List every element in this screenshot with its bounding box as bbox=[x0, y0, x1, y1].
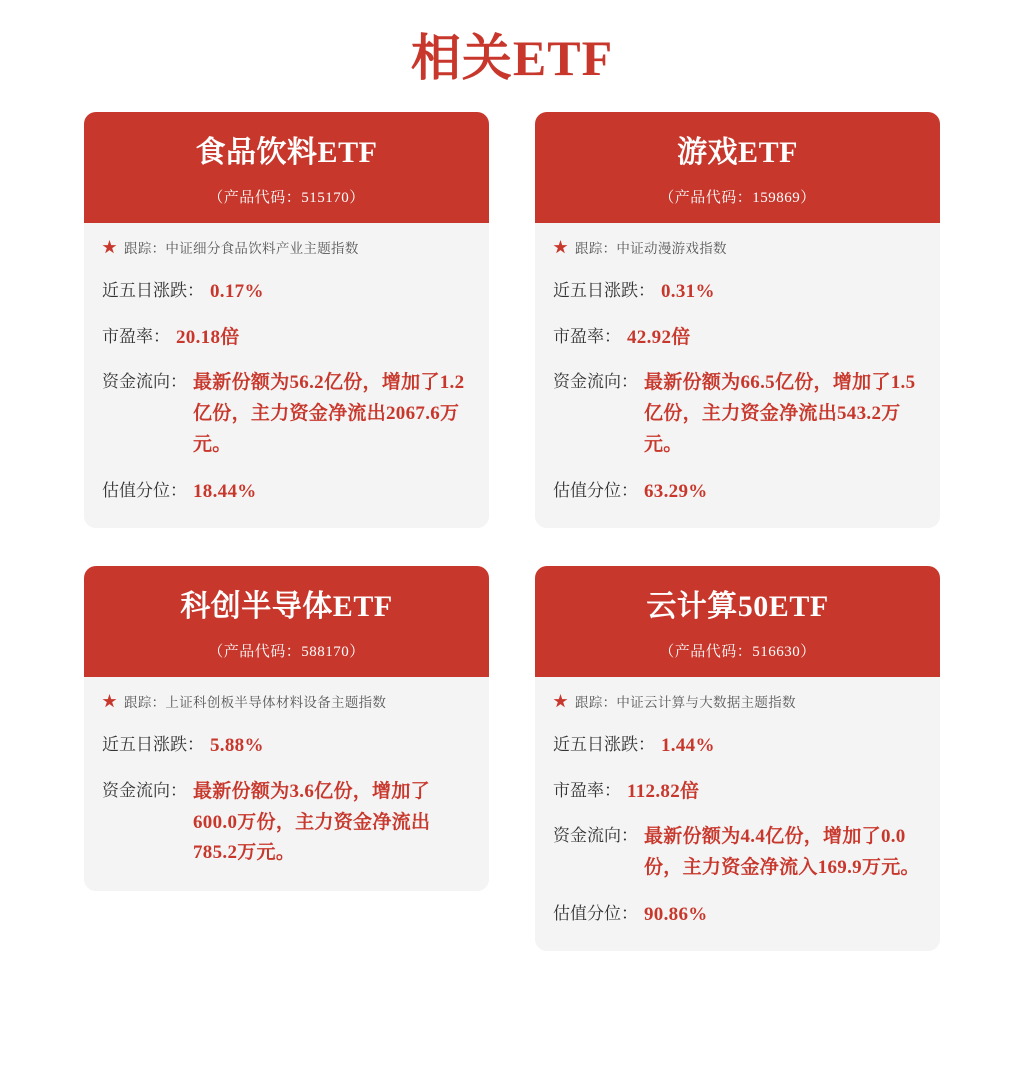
etf-track-row bbox=[553, 239, 922, 260]
valuation-label: 估值分位： bbox=[553, 903, 638, 923]
etf-valuation-row bbox=[553, 477, 922, 506]
etf-pe-row bbox=[102, 323, 471, 352]
valuation-value: 18.44% bbox=[193, 480, 257, 502]
pe-value: 20.18倍 bbox=[176, 326, 240, 348]
five-day-value: 0.17% bbox=[210, 281, 264, 303]
flow-value: 最新份额为4.4亿份，增加了0.0份，主力资金净流入169.9万元。 bbox=[644, 826, 920, 879]
pe-label: 市盈率： bbox=[553, 780, 621, 800]
flow-value: 最新份额为3.6亿份，增加了600.0万份，主力资金净流出785.2万元。 bbox=[193, 780, 431, 864]
etf-code: （产品代码：159869） bbox=[659, 189, 816, 206]
five-day-value: 1.44% bbox=[661, 735, 715, 757]
etf-five-day-row bbox=[553, 277, 922, 306]
five-day-value: 5.88% bbox=[210, 735, 264, 757]
track-value: 上证科创板半导体材料设备主题指数 bbox=[165, 694, 387, 710]
star-icon: ★ bbox=[553, 694, 569, 711]
etf-code: （产品代码：516630） bbox=[659, 643, 816, 660]
etf-card-header bbox=[535, 112, 940, 223]
etf-flow-row bbox=[102, 777, 471, 869]
etf-five-day-row bbox=[102, 731, 471, 760]
star-icon: ★ bbox=[102, 694, 118, 711]
track-label: 跟踪： bbox=[575, 694, 617, 710]
valuation-label: 估值分位： bbox=[553, 480, 638, 500]
etf-card-header bbox=[84, 112, 489, 223]
etf-pe-row bbox=[553, 323, 922, 352]
etf-flow-row bbox=[553, 368, 922, 460]
track-label: 跟踪： bbox=[124, 694, 166, 710]
flow-value: 最新份额为56.2亿份，增加了1.2亿份，主力资金净流出2067.6万元。 bbox=[193, 372, 465, 455]
etf-card-header bbox=[535, 566, 940, 677]
etf-code: （产品代码：515170） bbox=[208, 189, 365, 206]
five-day-label: 近五日涨跌： bbox=[102, 735, 204, 755]
etf-card-header bbox=[84, 566, 489, 677]
etf-card-grid bbox=[0, 112, 1024, 951]
star-icon: ★ bbox=[553, 240, 569, 257]
pe-value: 42.92倍 bbox=[627, 326, 691, 348]
etf-card[interactable] bbox=[84, 112, 489, 528]
etf-valuation-row bbox=[102, 477, 471, 506]
etf-card-body bbox=[84, 677, 489, 892]
etf-track-row bbox=[553, 693, 922, 714]
etf-flow-row bbox=[553, 822, 922, 884]
track-value: 中证细分食品饮料产业主题指数 bbox=[165, 240, 359, 256]
five-day-label: 近五日涨跌： bbox=[553, 281, 655, 301]
flow-label: 资金流向： bbox=[102, 372, 187, 392]
etf-card[interactable] bbox=[84, 566, 489, 891]
etf-name: 云计算50ETF bbox=[646, 590, 829, 624]
pe-label: 市盈率： bbox=[102, 326, 170, 346]
etf-name: 科创半导体ETF bbox=[180, 590, 393, 624]
etf-flow-row bbox=[102, 368, 471, 460]
five-day-label: 近五日涨跌： bbox=[102, 281, 204, 301]
etf-valuation-row bbox=[553, 900, 922, 929]
valuation-value: 63.29% bbox=[644, 480, 708, 502]
etf-track-row bbox=[102, 693, 471, 714]
etf-track-row bbox=[102, 239, 471, 260]
flow-label: 资金流向： bbox=[553, 372, 638, 392]
track-value: 中证动漫游戏指数 bbox=[616, 240, 727, 256]
pe-label: 市盈率： bbox=[553, 326, 621, 346]
valuation-value: 90.86% bbox=[644, 903, 708, 925]
track-label: 跟踪： bbox=[124, 240, 166, 256]
etf-name: 食品饮料ETF bbox=[195, 136, 378, 169]
five-day-value: 0.31% bbox=[661, 281, 715, 303]
pe-value: 112.82倍 bbox=[627, 780, 700, 802]
flow-label: 资金流向： bbox=[553, 826, 638, 846]
etf-name: 游戏ETF bbox=[677, 136, 798, 169]
star-icon: ★ bbox=[102, 240, 118, 257]
page-title: 相关ETF bbox=[410, 30, 614, 86]
flow-label: 资金流向： bbox=[102, 780, 187, 800]
track-label: 跟踪： bbox=[575, 240, 617, 256]
five-day-label: 近五日涨跌： bbox=[553, 735, 655, 755]
etf-card[interactable] bbox=[535, 566, 940, 951]
etf-card-body bbox=[84, 223, 489, 529]
track-value: 中证云计算与大数据主题指数 bbox=[616, 694, 796, 710]
etf-five-day-row bbox=[553, 731, 922, 760]
etf-card[interactable] bbox=[535, 112, 940, 528]
etf-five-day-row bbox=[102, 277, 471, 306]
etf-pe-row bbox=[553, 777, 922, 806]
etf-code: （产品代码：588170） bbox=[208, 643, 365, 660]
etf-card-body bbox=[535, 223, 940, 529]
flow-value: 最新份额为66.5亿份，增加了1.5亿份，主力资金净流出543.2万元。 bbox=[644, 372, 916, 455]
etf-card-body bbox=[535, 677, 940, 952]
valuation-label: 估值分位： bbox=[102, 480, 187, 500]
